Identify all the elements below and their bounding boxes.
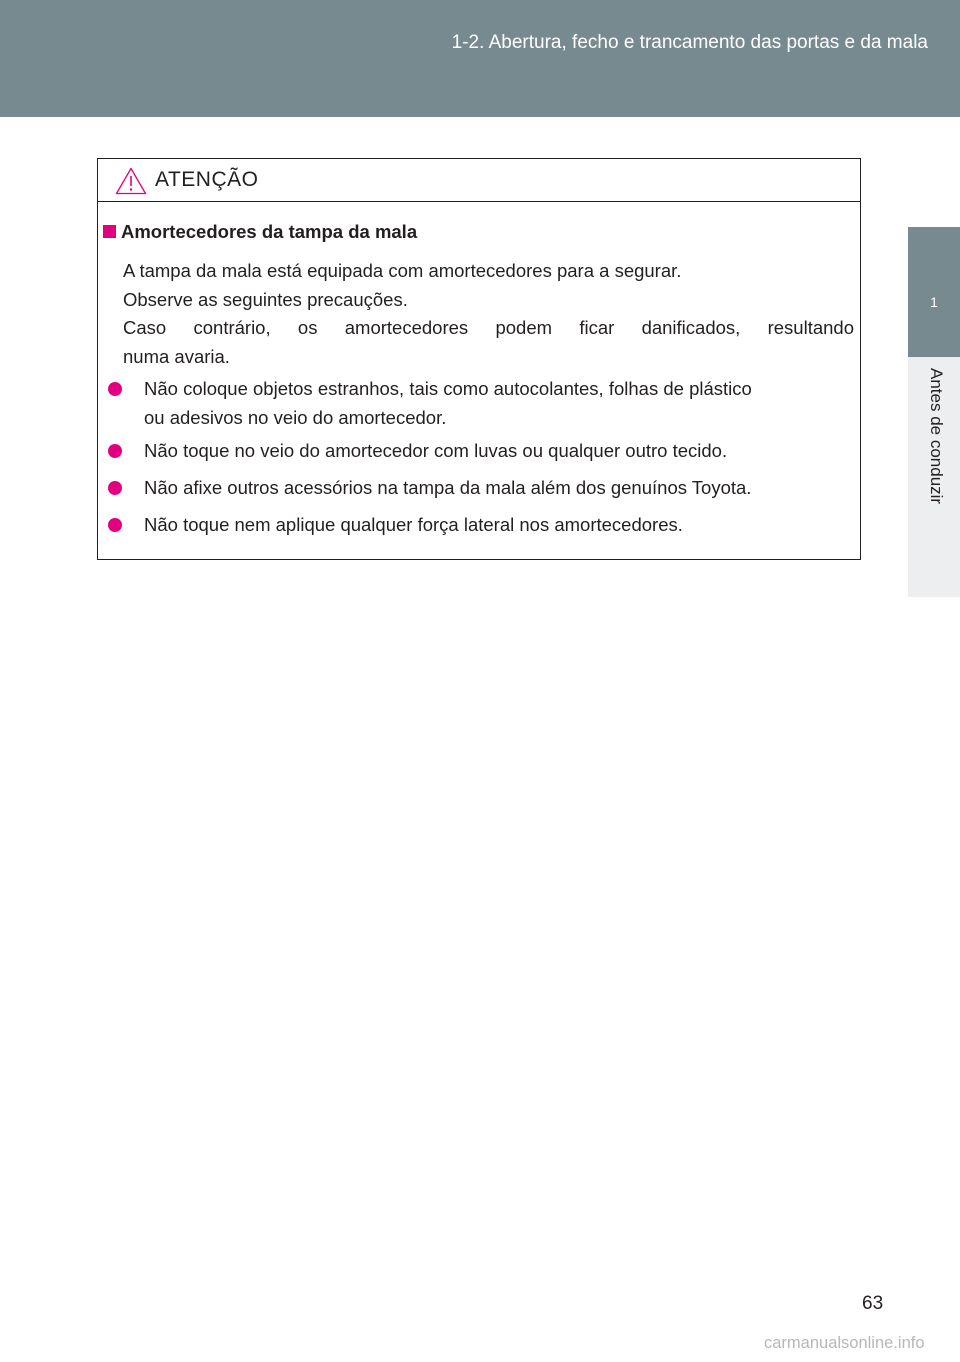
precaution-bullet-text: [144, 474, 856, 503]
precaution-bullet-item: [108, 511, 856, 540]
round-bullet-icon: [108, 444, 122, 458]
paragraph-line: numa avaria.: [123, 345, 230, 367]
warning-body: [98, 201, 860, 559]
side-tab-chapter: [908, 227, 960, 357]
warning-triangle-icon: [115, 167, 147, 195]
bullet-line: Não toque no veio do amortecedor com luvas ou qualquer outro tecido.: [144, 440, 728, 461]
precaution-bullet-text: [144, 511, 856, 540]
precaution-bullet-item: [108, 375, 856, 432]
side-tab-chapter-label: Antes de conduzir: [927, 368, 946, 505]
warning-box: [97, 158, 861, 560]
precaution-bullet-item: [108, 474, 856, 503]
paragraph-line: Observe as seguintes precauções.: [123, 288, 408, 310]
paragraph-line: A tampa da mala está equipada com amortecedores para a segurar.: [123, 260, 682, 281]
header-band: [0, 0, 960, 117]
section-header-title: 1-2. Abertura, fecho e trancamento das portas e da mala: [451, 32, 928, 53]
round-bullet-icon: [108, 518, 122, 532]
square-bullet-icon: [103, 225, 116, 238]
warning-title: ATENÇÃO: [155, 168, 259, 191]
bullet-line: Não afixe outros acessórios na tampa da mala além dos genuínos Toyota.: [144, 477, 752, 498]
round-bullet-icon: [108, 481, 122, 495]
precaution-bullet-text: [144, 375, 856, 432]
warning-section-title-text: Amortecedores da tampa da mala: [121, 221, 418, 242]
round-bullet-icon: [108, 382, 122, 396]
warning-paragraph: [123, 257, 854, 371]
bullet-line: Não coloque objetos estranhos, tais como autocolantes, folhas de plástico: [144, 378, 752, 399]
warning-header: [98, 159, 860, 202]
side-tab-chapter-number: 1: [930, 294, 938, 310]
watermark: carmanualsonline.info: [764, 1334, 925, 1352]
precaution-bullet-text: [144, 437, 856, 466]
paragraph-line: Caso contrário, os amortecedores podem ficar danificados, resultando: [123, 317, 854, 338]
warning-section-title: [103, 221, 417, 243]
precaution-bullet-item: [108, 437, 856, 466]
bullet-line: ou adesivos no veio do amortecedor.: [144, 406, 447, 428]
bullet-line: Não toque nem aplique qualquer força lateral nos amortecedores.: [144, 514, 683, 535]
page-number: 63: [862, 1293, 884, 1314]
